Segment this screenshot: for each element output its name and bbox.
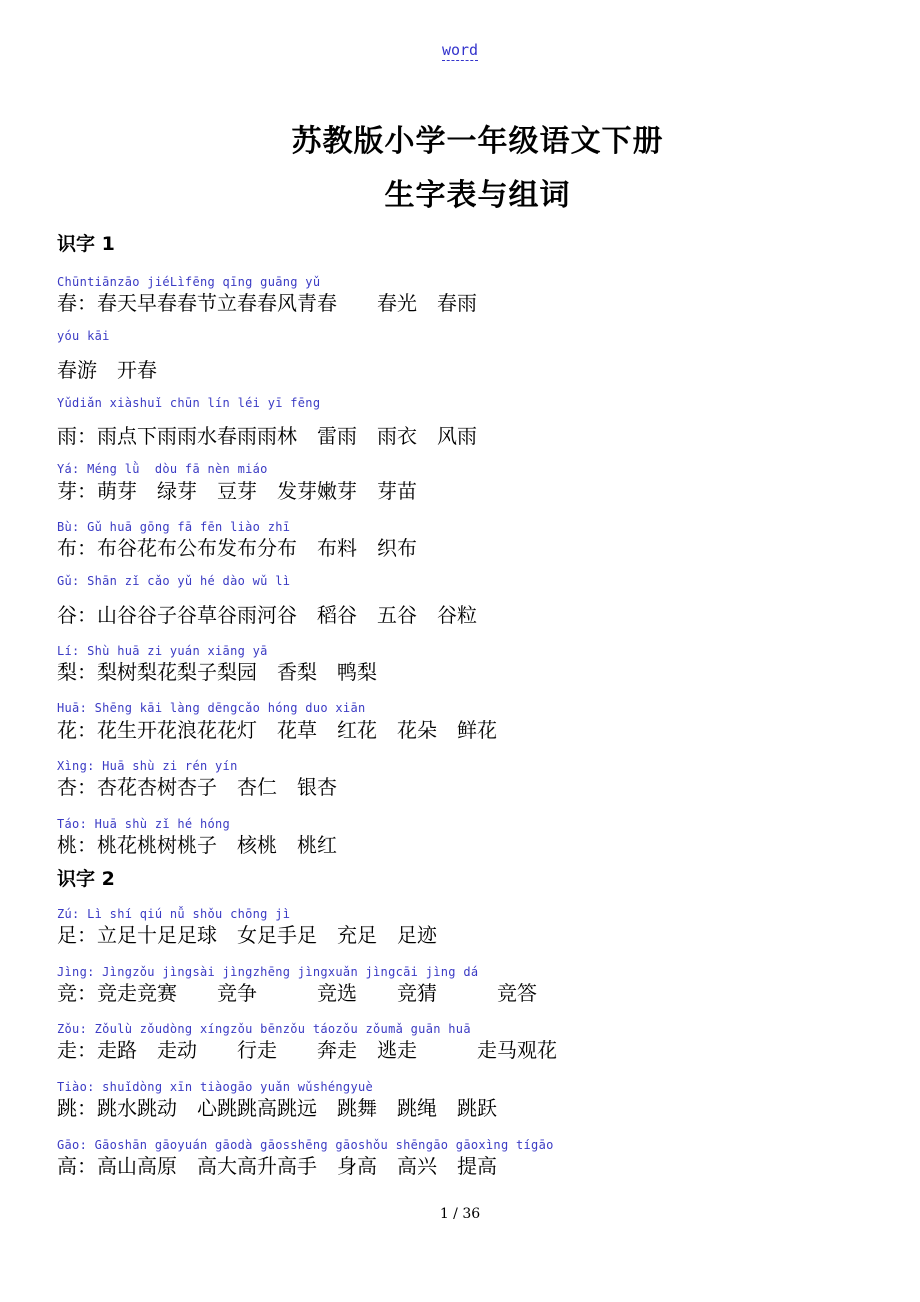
entry-pinyin: Gǔ: Shān zǐ cǎo yǔ hé dào wǔ lì [57, 574, 291, 588]
entry-pinyin: Táo: Huā shù zǐ hé hóng [57, 817, 231, 831]
section-heading-1: 识字 1 [57, 233, 115, 255]
entry-chars: 竞：竞走竞赛 竞争 竞选 竞猜 竞答 [57, 981, 537, 1005]
entry-chars: 布：布谷花布公布发布分布 布料 织布 [57, 536, 417, 560]
header-word-link[interactable]: word [441, 41, 479, 59]
entry-chars: 杏：杏花杏树杏子 杏仁 银杏 [57, 775, 337, 799]
entry-chars: 春：春天早春春节立春春风青春 春光 春雨 [57, 291, 477, 315]
entry-pinyin: Yǔdiǎn xiàshuǐ chūn lín léi yī fēng [57, 396, 321, 410]
entry-pinyin: Tiào: shuǐdòng xīn tiàogāo yuǎn wǔshéngyuè [57, 1080, 374, 1094]
entry-chars: 桃：桃花桃树桃子 核桃 桃红 [57, 833, 337, 857]
entry-chars: 芽：萌芽 绿芽 豆芽 发芽嫩芽 芽苗 [57, 479, 417, 503]
page-number: 1 / 36 [439, 1206, 481, 1222]
entry-chars: 雨：雨点下雨雨水春雨雨林 雷雨 雨衣 风雨 [57, 424, 477, 448]
entry-pinyin: Lí: Shù huā zi yuán xiāng yā [57, 644, 268, 658]
entry-chars: 花：花生开花浪花花灯 花草 红花 花朵 鲜花 [57, 718, 497, 742]
entry-chars: 走：走路 走动 行走 奔走 逃走 走马观花 [57, 1038, 557, 1062]
document-title: 苏教版小学一年级语文下册 [291, 124, 664, 159]
entry-chars: 谷：山谷谷子谷草谷雨河谷 稻谷 五谷 谷粒 [57, 603, 477, 627]
entry-pinyin: Zú: Lì shí qiú nǚ shǒu chōng jì [57, 907, 291, 921]
entry-chars: 跳：跳水跳动 心跳跳高跳远 跳舞 跳绳 跳跃 [57, 1096, 497, 1120]
entry-pinyin: Jìng: Jìngzǒu jìngsài jìngzhēng jìngxuǎn jìngcāi jìng dá [57, 965, 479, 979]
entry-chars: 高：高山高原 高大高升高手 身高 高兴 提高 [57, 1154, 497, 1178]
entry-pinyin: Yá: Méng lǜ dòu fā nèn miáo [57, 462, 268, 476]
entry-chars: 春游 开春 [57, 358, 157, 382]
entry-pinyin: Gāo: Gāoshān gāoyuán gāodà gāosshēng gāoshǒu shēngāo gāoxìng tígāo [57, 1138, 554, 1152]
document-subtitle: 生字表与组词 [384, 178, 571, 213]
entry-pinyin: Huā: Shēng kāi làng dēngcǎo hóng duo xiān [57, 701, 366, 715]
entry-chars: 梨：梨树梨花梨子梨园 香梨 鸭梨 [57, 660, 377, 684]
entry-pinyin: Chūntiānzāo jiéLìfēng qīng guāng yǔ [57, 275, 321, 289]
entry-chars: 足：立足十足足球 女足手足 充足 足迹 [57, 923, 437, 947]
entry-pinyin: Bù: Gǔ huā gōng fā fēn liào zhī [57, 520, 291, 534]
entry-pinyin: yóu kāi [57, 329, 110, 343]
entry-pinyin: Zǒu: Zǒulù zǒudòng xíngzǒu bēnzǒu táozǒu zǒumǎ guān huā [57, 1022, 471, 1036]
section-heading-2: 识字 2 [57, 868, 115, 890]
entry-pinyin: Xìng: Huā shù zi rén yín [57, 759, 238, 773]
